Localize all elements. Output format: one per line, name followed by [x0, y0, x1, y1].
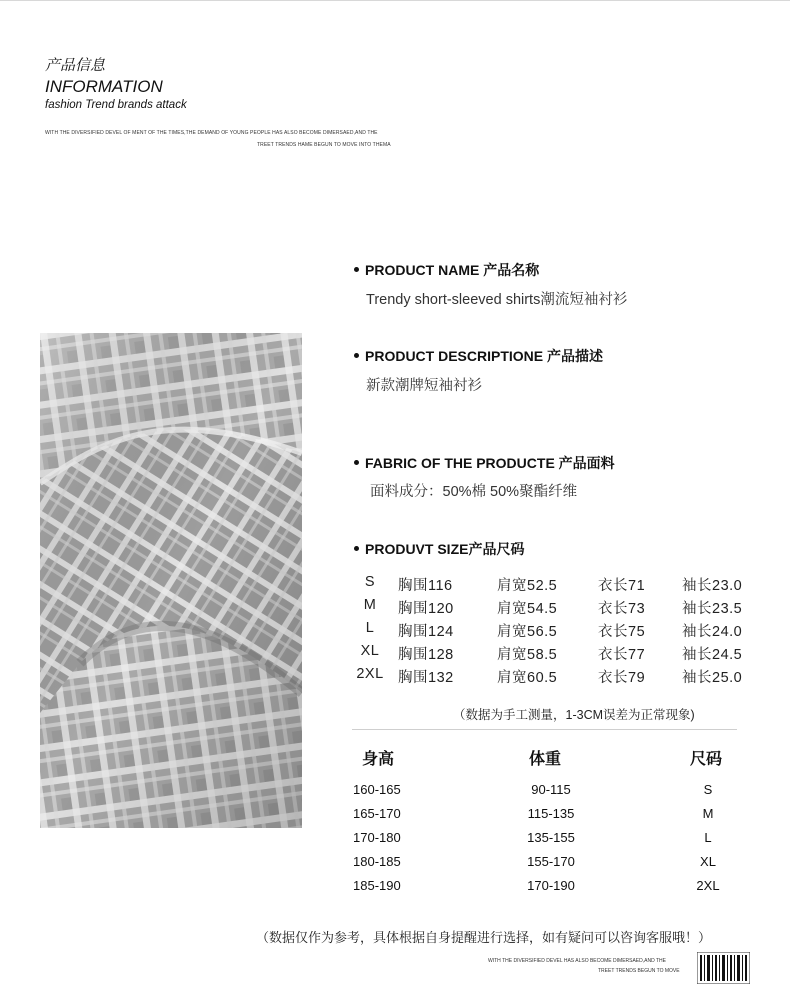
sleeve: 袖长24.5 [682, 647, 743, 663]
header-tagline-line2: TREET TRENDS HAME BEGUN TO MOVE INTO THEMA [257, 142, 391, 148]
length: 衣长73 [598, 601, 646, 617]
sleeve: 袖长23.5 [682, 601, 743, 617]
size-code: S [364, 574, 376, 590]
length: 衣长77 [598, 647, 646, 663]
header-tagline-line1: WITH THE DIVERSIFIED DEVEL OF MENT OF THE TIMES,THE DEMAND OF YOUNG PEOPLE HAS ALSO BECOME DIMERSAED,AND THE [45, 130, 378, 136]
barcode-icon [697, 952, 750, 984]
fit-row [353, 830, 753, 854]
sleeve: 袖长24.0 [682, 624, 743, 640]
fit-size: L [704, 830, 712, 845]
fit-height: 170-180 [353, 830, 401, 845]
product-name-label: PRODUCT NAME 产品名称 [354, 260, 539, 280]
product-description-value: 新款潮牌短袖衬衫 [366, 378, 482, 394]
fit-row [353, 782, 753, 806]
fit-row [353, 854, 753, 878]
fabric-label: FABRIC OF THE PRODUCTE 产品面料 [354, 453, 615, 473]
fit-size: XL [700, 854, 716, 869]
header-subtitle: fashion Trend brands attack [45, 99, 187, 111]
header-title-en: INFORMATION [45, 77, 163, 96]
fit-weight: 170-190 [527, 878, 575, 893]
shoulder: 肩宽54.5 [497, 601, 558, 617]
fit-row [353, 878, 753, 902]
fit-size: S [703, 782, 713, 797]
fit-weight: 135-155 [527, 830, 575, 845]
fit-weight: 155-170 [527, 854, 575, 869]
chest: 胸围124 [398, 624, 454, 640]
size-label: PRODUVT SIZE产品尺码 [354, 539, 524, 559]
shoulder: 肩宽60.5 [497, 670, 558, 686]
chest: 胸围128 [398, 647, 454, 663]
product-name-value: Trendy short-sleeved shirts潮流短袖衬衫 [366, 292, 628, 308]
footer-tagline-line2: TREET TRENDS BEGUN TO MOVE [598, 968, 680, 974]
fit-height: 185-190 [353, 878, 401, 893]
reference-note: （数据仅作为参考，具体根据自身提醒进行选择，如有疑问可以咨询客服哦！） [256, 930, 712, 945]
shoulder: 肩宽58.5 [497, 647, 558, 663]
fit-height: 160-165 [353, 782, 401, 797]
size-code: XL [360, 643, 380, 659]
fit-weight: 115-135 [527, 806, 575, 821]
header-title-cn: 产品信息 [45, 57, 106, 74]
sleeve: 袖长25.0 [682, 670, 743, 686]
fabric-value: 面料成分：50%棉 50%聚酯纤维 [370, 484, 578, 500]
shoulder: 肩宽52.5 [497, 578, 558, 594]
size-code: M [363, 597, 377, 613]
chest: 胸围116 [398, 578, 453, 594]
chest: 胸围132 [398, 670, 454, 686]
product-description-label: PRODUCT DESCRIPTIONE 产品描述 [354, 346, 603, 366]
size-code: 2XL [356, 666, 384, 682]
fit-size: 2XL [696, 878, 720, 893]
fit-weight: 90-115 [531, 782, 571, 797]
length: 衣长71 [598, 578, 646, 594]
fit-height: 180-185 [353, 854, 401, 869]
chest: 胸围120 [398, 601, 454, 617]
fabric-photo [40, 333, 302, 828]
fit-size: M [702, 806, 714, 821]
length: 衣长79 [598, 670, 646, 686]
fit-header-size: 尺码 [690, 751, 723, 768]
sleeve: 袖长23.0 [682, 578, 743, 594]
top-border-line [0, 0, 790, 1]
fit-row [353, 806, 753, 830]
fit-height: 165-170 [353, 806, 401, 821]
length: 衣长75 [598, 624, 646, 640]
footer-tagline-line1: WITH THE DIVERSIFIED DEVEL HAS ALSO BECOME DIMERSAED,AND THE [488, 958, 666, 964]
fit-header-weight: 体重 [529, 751, 562, 768]
shoulder: 肩宽56.5 [497, 624, 558, 640]
fit-header-height: 身高 [362, 751, 395, 768]
size-measurement-note: （数据为手工测量，1-3CM误差为正常现象) [453, 708, 695, 722]
size-code: L [365, 620, 375, 636]
divider [352, 729, 737, 730]
